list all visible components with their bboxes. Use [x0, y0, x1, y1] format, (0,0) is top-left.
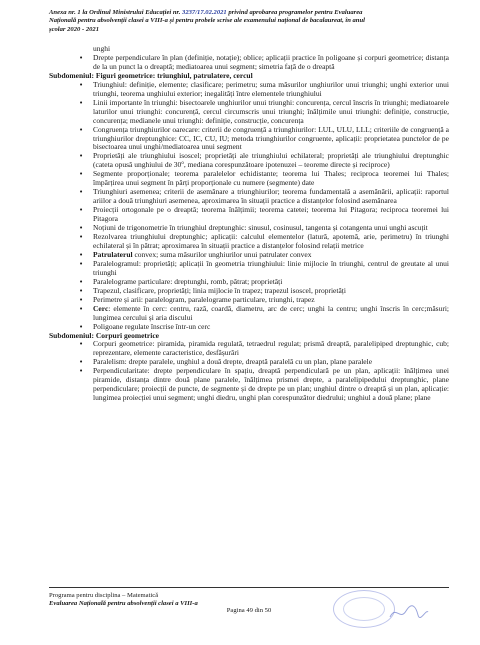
item-keyword: Patrulaterul — [93, 249, 133, 259]
list-item: • Poligoane regulate înscrise într-un cerc — [49, 323, 449, 332]
list-item: • Paralelograme particulare: dreptunghi, romb, pătrat; proprietăți — [49, 278, 449, 287]
list-item: • Perimetre și arii: paralelogram, paralelograme particulare, triunghi, trapez — [49, 296, 449, 305]
list-item: • Linii importante în triunghi: bisectoarele unghiurilor unui triunghi: concurența, cercul înscris în triunghi; mediatoarele laturilor unui triunghi: concurență, cercul circumscris unui triunghi; înălțimile unui triunghi: definiție, construcție, concurența; medianele unui triunghi: definiție, construcție, concurența — [49, 99, 449, 126]
document-footer — [49, 587, 449, 615]
list-item: • Paralelogramul: proprietăți; aplicații în geometria triunghiului: linie mijlocie în triunghi, centrul de greutate al unui triunghi — [49, 260, 449, 278]
list-item: • Drepte perpendiculare în plan (definiție, notație); oblice; aplicații practice în poligoane și corpuri geometrice; distanța de la un punct la o dreaptă; mediatoarea unui segment; simetria față de o dreaptă — [49, 54, 449, 72]
subdomain-title: Subdomeniul: Corpuri geometrice — [49, 330, 159, 340]
list-item: • Proiecții ortogonale pe o dreaptă; teorema înălțimii; teorema catetei; teorema lui Pitagora; reciproca teoremei lui Pitagora — [49, 206, 449, 224]
list-item: • Segmente proporționale; teorema paralelelor echidistante; teorema lui Thales; reciproca teoremei lui Thales; împărțirea unui segment în părți proporționale cu numere (segmente) date — [49, 170, 449, 188]
list-item: • Rezolvarea triunghiului dreptunghic; aplicații: calculul elementelor (latură, apotemă, arie, perimetru) în triunghi echilateral și în pătrat; aproximarea în situații practice a distanțelor folosind relații metrice — [49, 233, 449, 251]
footer-exam: Evaluarea Națională pentru absolvenții clasei a VIII-a — [49, 599, 198, 607]
list-item: • Noțiuni de trigonometrie în triunghiul dreptunghic: sinusul, cosinusul, tangenta și cotangenta unui unghi ascuțit — [49, 224, 449, 233]
item-text: Proprietăți ale triunghiului isoscel; proprietăți ale triunghiului echilateral; proprietăți ale triunghiului dreptunghic (cateta opusă unghiului de 30 — [93, 151, 449, 170]
header-line-3: școlar 2020 - 2021 — [49, 25, 100, 33]
intro-list — [49, 54, 449, 72]
item-text: convex; suma măsurilor unghiurilor unui patrulater convex — [132, 249, 312, 259]
header-text: privind aprobarea programelor pentru Evaluarea — [226, 9, 363, 16]
header-line-2: Națională pentru absolvenții clasei a VIII-a și pentru probele scrise ale examenului național de bacalaureat, în anul — [49, 17, 365, 25]
header-text: Anexa nr. 1 la Ordinul Ministrului Educației nr. — [49, 9, 183, 16]
list-item: • Triunghiul: definiție, elemente; clasificare; perimetru; suma măsurilor unghiurilor unui triunghi; unghi exterior unui triunghi, teorema unghiului exterior; inegalități între elementele triunghiului — [49, 81, 449, 99]
subdomain-title: Subdomeniul: Figuri geometrice: triunghiul, patrulatere, cercul — [49, 70, 253, 80]
item-keyword: Cerc — [93, 303, 109, 313]
list-item: • Corpuri geometrice: piramida, piramida regulată, tetraedrul regulat; prismă dreaptă, paralelipiped dreptunghic, cub; reprezentare, elemente caracteristice, desfășurări — [49, 340, 449, 358]
list-item: • Congruența triunghiurilor oarecare: criterii de congruență a triunghiurilor: LUL, ULU, LLL; criteriile de congruență a triunghiurilor dreptunghice: CC, IC, CU, IU; metoda triunghiurilor congruente, aplicații: proprietatea punctelor de pe bisectoarea unui unghi/mediatoarea unui segment — [49, 126, 449, 153]
section2-list — [49, 340, 449, 403]
list-item: • Trapezul, clasificare, proprietăți; linia mijlocie în trapez; trapezul isoscel, proprietăți — [49, 287, 449, 296]
item-text: , mediana corespunzătoare ipotenuzei – teoreme directe și reciproce) — [183, 160, 390, 170]
section1-list — [49, 81, 449, 332]
list-item — [49, 152, 449, 170]
item-text: : elemente în cerc: centru, rază, coardă, diametru, arc de cerc; unghi la centru; unghi înscris în cerc;măsuri; lungimea cercului și aria discului — [93, 303, 449, 322]
list-item: • Paralelism: drepte paralele, unghiul a două drepte, dreaptă paralelă cu un plan, plane paralele — [49, 358, 449, 367]
document-header — [49, 9, 449, 34]
continuation-text: unghi — [93, 44, 111, 53]
document-body — [49, 45, 449, 403]
footer-program: Programa pentru disciplina – Matematică — [49, 592, 159, 599]
list-item — [49, 305, 449, 323]
degree-sup: o — [181, 161, 184, 167]
page-number: Pagina 49 din 50 — [226, 607, 272, 615]
list-item: • Triunghiuri asemenea; criterii de asemănare a triunghiurilor; teorema fundamentală a asemănării, aplicații: raportul ariilor a două triunghiuri asemenea, aproximarea în situații practice a distanțelor folosind asemănarea — [49, 188, 449, 206]
order-number: 3237/17.02.2021 — [182, 9, 227, 16]
header-line-1 — [49, 9, 449, 17]
list-item: • Perpendicularitate: drepte perpendiculare în spațiu, dreaptă perpendiculară pe un plan, aplicații: înălțimea unei piramide, distanța dintre două plane paralele, înălțimea prismei drepte, a paralelipipedului dreptunghic, plane perpendiculare; proiecții de puncte, de segmente și de drepte pe un plan; unghiul dintre o dreaptă și un plan, aplicație: lungimea proiecției unui segment; unghi diedru, unghi plan corespunzător diedrului; unghiul a două plane; plane — [49, 367, 449, 403]
